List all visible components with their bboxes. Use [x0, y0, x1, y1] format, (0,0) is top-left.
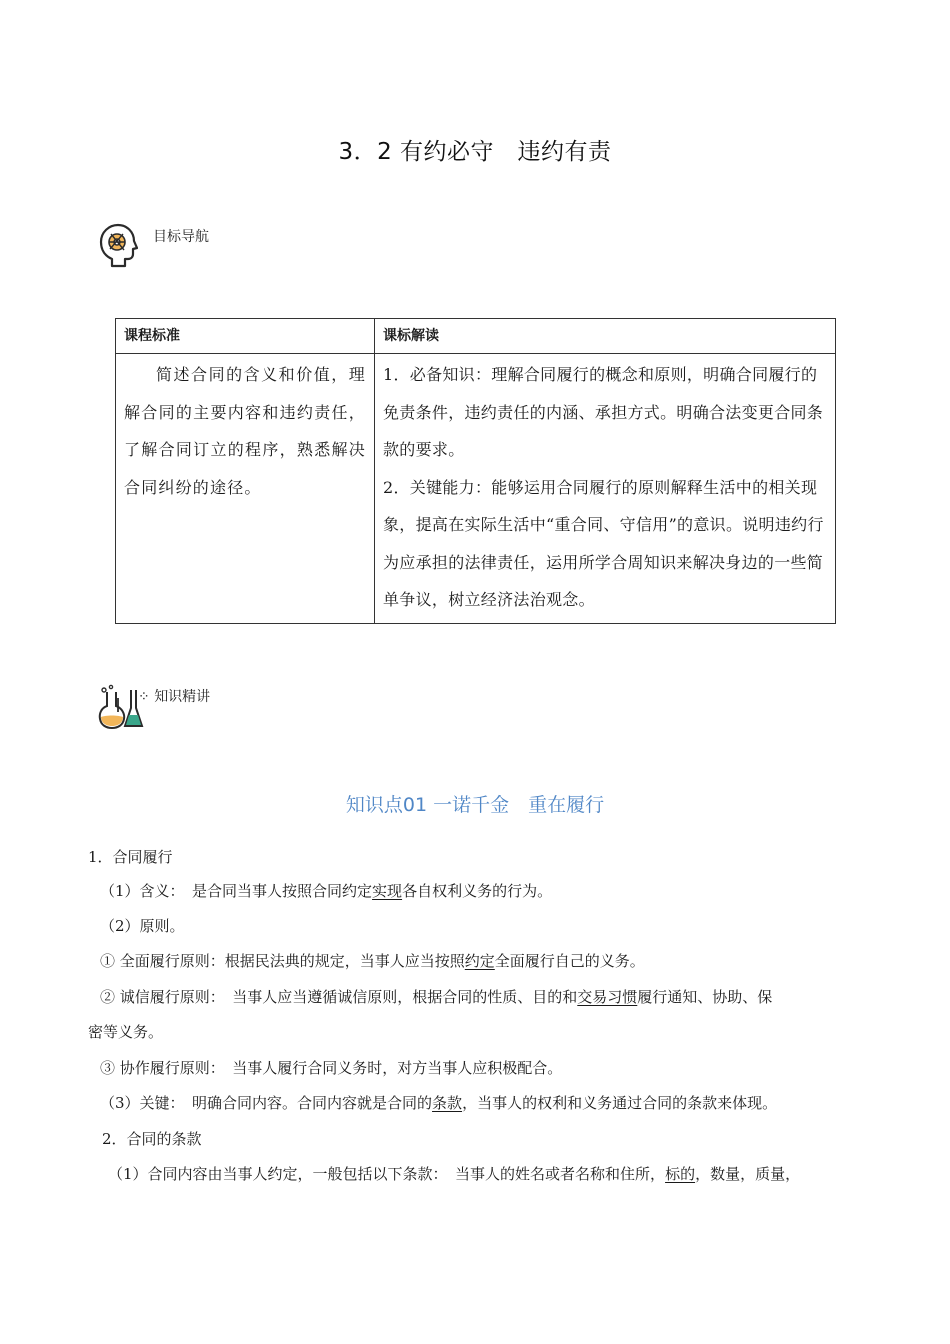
- knowledge-label: [138, 686, 210, 706]
- sparkle-icon: ⁘: [138, 689, 150, 705]
- terms-line: [108, 1163, 800, 1184]
- interpretation-ability: 2．关键能力：能够运用合同履行的原则解释生活中的相关现象，提高在实际生活中“重合同、守信用”的意识。说明违约行为应承担的法律责任，运用所学合周知识来解决身边的一些简单争议，树立经济法治观念。: [383, 477, 824, 609]
- curriculum-table: [115, 318, 836, 624]
- principle-text: ① 全面履行原则：根据民法典的规定，当事人应当按照: [100, 952, 465, 970]
- terms-keyword: 标的: [665, 1165, 696, 1183]
- principle-good-faith: [100, 986, 772, 1007]
- key-text-end: ，当事人的权利和义务通过合同的条款来体现。: [462, 1094, 778, 1112]
- principles-line: （2）原则。: [100, 917, 185, 935]
- page-title: 3．2 有约必守 违约有责: [338, 139, 612, 165]
- principle-text-end: 履行通知、协助、保: [637, 988, 773, 1006]
- principle-keyword: 约定: [464, 952, 495, 970]
- head-gear-icon: [98, 222, 138, 268]
- principle-full-performance: [100, 950, 645, 971]
- goal-nav-label: 目标导航: [153, 229, 209, 245]
- principle-text-end: 全面履行自己的义务。: [494, 952, 645, 970]
- principle-good-faith-continued: 密等义务。: [88, 1023, 164, 1041]
- table-header-interpretation: 课标解读: [375, 319, 836, 354]
- definition-line: [100, 880, 552, 901]
- interpretation-knowledge: 1．必备知识：理解合同履行的概念和原则，明确合同履行的免责条件，违约责任的内涵、承担方式。明确合法变更合同条款的要求。: [383, 365, 824, 459]
- key-text: （3）关键： 明确合同内容。合同内容就是合同的: [100, 1094, 433, 1112]
- curriculum-interpretation-cell: [375, 354, 836, 624]
- table-header-row: [116, 319, 836, 354]
- definition-text: （1）含义： 是合同当事人按照合同约定: [100, 882, 373, 900]
- knowledge-label-text: 知识精讲: [154, 689, 211, 705]
- section-contract-terms: 2．合同的条款: [102, 1130, 202, 1148]
- definition-text-end: 各自权利义务的行为。: [402, 882, 553, 900]
- section-contract-performance: 1．合同履行: [88, 848, 173, 866]
- table-row: [116, 354, 836, 624]
- table-header-standard: 课程标准: [116, 319, 375, 354]
- principle-cooperation: ③ 协作履行原则： 当事人履行合同义务时，对方当事人应积极配合。: [100, 1059, 563, 1077]
- principle-text: ② 诚信履行原则： 当事人应当遵循诚信原则，根据合同的性质、目的和: [100, 988, 578, 1006]
- curriculum-standard-text: 简述合同的含义和价值，理解合同的主要内容和违约责任，了解合同订立的程序，熟悉解决合同纠纷的途径。: [116, 354, 375, 624]
- principle-keyword: 交易习惯: [577, 988, 638, 1006]
- key-line: [100, 1092, 777, 1113]
- terms-text-end: ，数量，质量，: [695, 1165, 801, 1183]
- terms-text: （1）合同内容由当事人约定，一般包括以下条款： 当事人的姓名或者名称和住所，: [108, 1165, 666, 1183]
- key-keyword: 条款: [432, 1094, 463, 1112]
- knowledge-point-heading: 知识点01 一诺千金 重在履行: [345, 794, 605, 816]
- definition-keyword: 实现: [372, 882, 403, 900]
